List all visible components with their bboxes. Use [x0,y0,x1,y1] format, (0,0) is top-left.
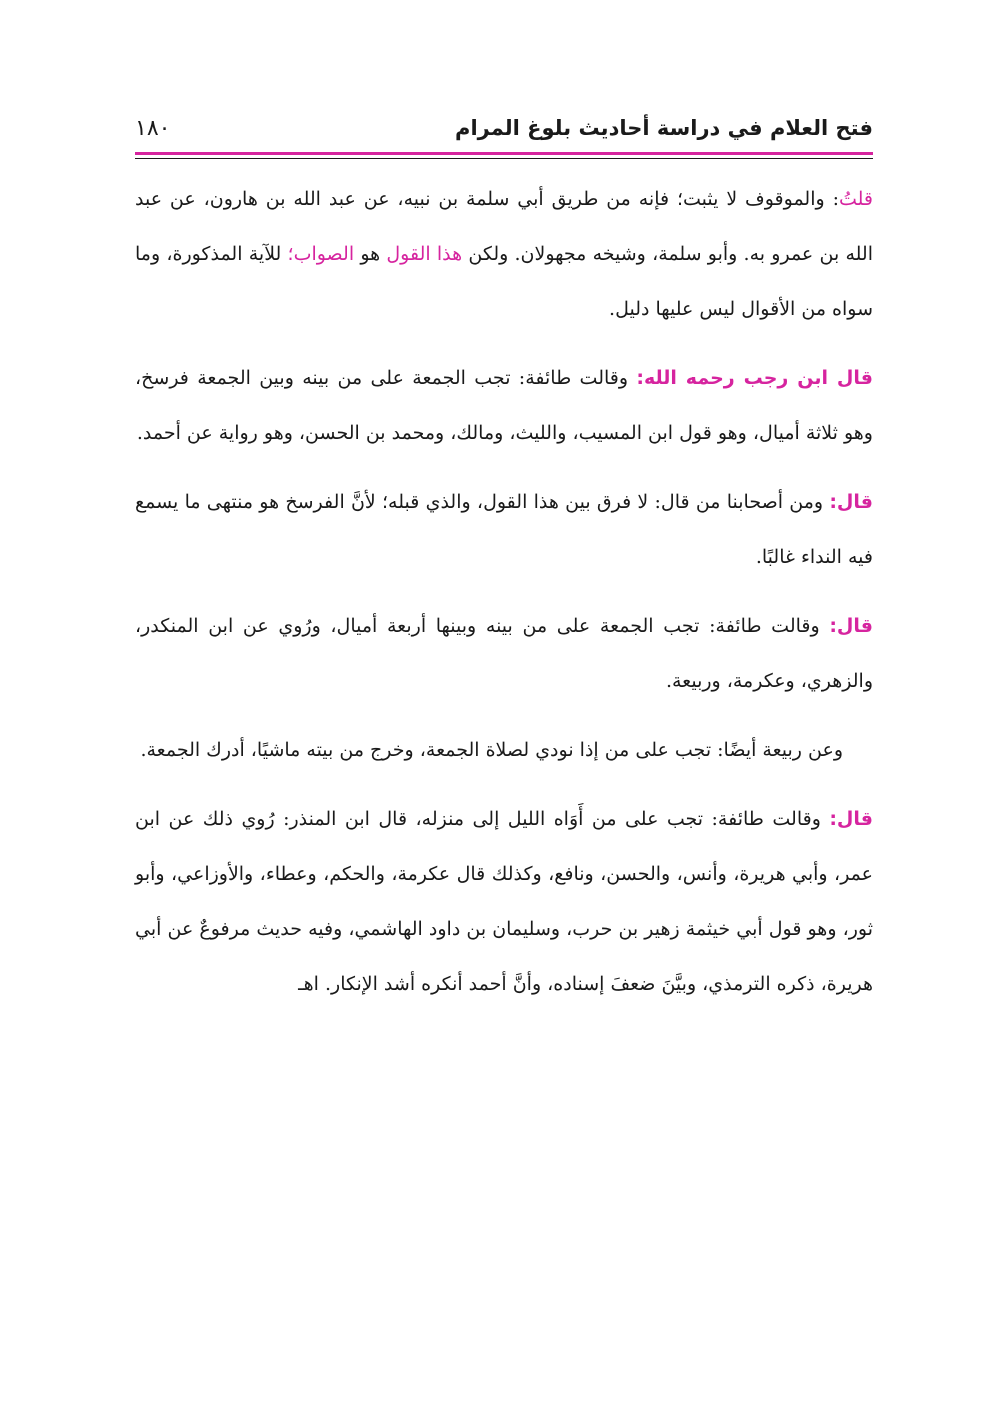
header-rule-black [135,158,873,159]
paragraph [135,475,873,585]
body-text [135,172,873,1026]
book-title: فتح العلام في دراسة أحاديث بلوغ المرام [455,116,873,140]
paragraph [135,792,873,1012]
highlight-text: هذا القول [386,243,463,265]
paragraph-text: وقالت طائفة: تجب الجمعة على من بينه وبينها أربعة أميال، ورُوي عن ابن المنكدر، والزهري، وعكرمة، وربيعة. [135,615,873,692]
paragraph-lead: قلتُ [838,188,873,210]
paragraph-text: وقالت طائفة: تجب على من أَوَاه الليل إلى منزله، قال ابن المنذر: رُوي ذلك عن ابن عمر، وأبي هريرة، وأنس، والحسن، ونافع، وكذلك قال عكرمة، والحكم، وعطاء، والأوزاعي، وأبو ثور، وهو قول أبي خيثمة زهير بن حرب، وسليمان بن داود الهاشمي، وفيه حديث مرفوعٌ عن أبي هريرة، ذكره الترمذي، وبيَّنَ ضعفَ إسناده، وأنَّ أحمد أنكره أشد الإنكار. اهـ [135,808,873,995]
paragraph [135,723,873,778]
paragraph-text: وعن ربيعة أيضًا: تجب على من إذا نودي لصلاة الجمعة، وخرج من بيته ماشيًا، أدرك الجمعة. [140,739,843,761]
paragraph [135,172,873,337]
paragraph-lead: قال: [829,491,873,513]
paragraph [135,599,873,709]
paragraph [135,351,873,461]
paragraph-text: : والموقوف لا يثبت؛ فإنه من طريق أبي سلمة بن نبيه، عن عبد الله بن هارون، عن عبد الله بن عمرو به. وأبو سلمة، وشيخه مجهولان. ولكن [135,188,873,265]
header-rule-pink [135,152,873,155]
paragraph-text: للآية المذكورة، وما سواه من الأقوال ليس عليها دليل. [135,243,873,320]
paragraph-text: وقالت طائفة: تجب الجمعة على من بينه وبين الجمعة فرسخ، وهو ثلاثة أميال، وهو قول ابن المسيب، والليث، ومالك، ومحمد بن الحسن، وهو رواية عن أحمد. [135,367,873,444]
page-number: ١٨٠ [135,116,171,141]
running-header [135,108,873,152]
paragraph-lead: قال: [829,615,873,637]
paragraph-text: ومن أصحابنا من قال: لا فرق بين هذا القول، والذي قبله؛ لأنَّ الفرسخ هو منتهى ما يسمع فيه النداء غالبًا. [135,491,873,568]
paragraph-lead: قال: [829,808,873,830]
paragraph-lead: قال ابن رجب رحمه الله: [636,367,873,389]
highlight-text: الصواب؛ [287,243,355,265]
paragraph-text: هو [354,243,387,265]
